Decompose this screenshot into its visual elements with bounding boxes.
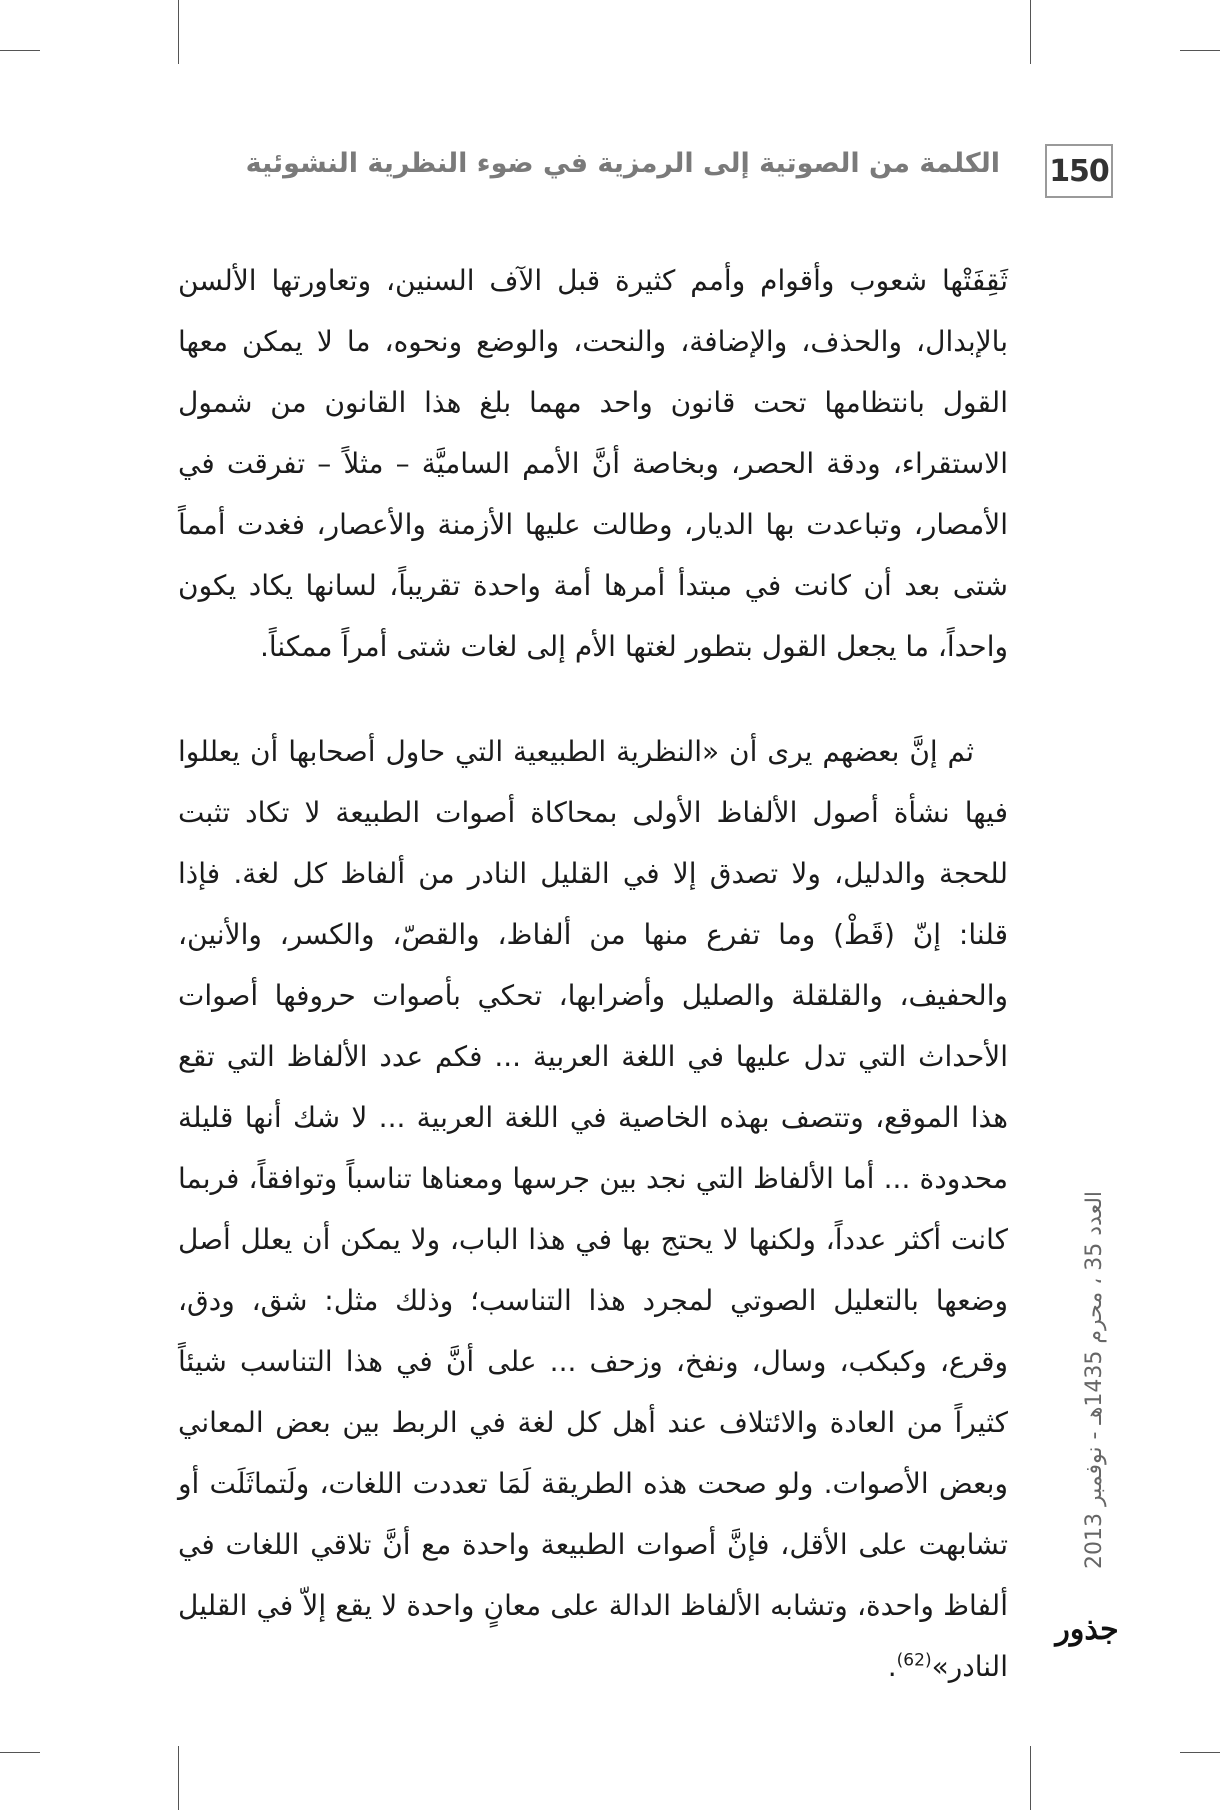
paragraph: ثَقِفَتْها شعوب وأقوام وأمم كثيرة قبل الآف السنين، وتعاورتها الألسن بالإبدال، والحذف، والإضافة، والنحت، والوضع ونحوه، ما لا يمكن معها القول بانتظامها تحت قانون واحد مهما بلغ هذا القانون من شمول الاستقراء، ودقة الحصر، وبخاصة أنَّ الأمم الساميَّة – مثلاً – تفرقت في الأمصار، وتباعدت بها الديار، وطالت عليها الأزمنة والأعصار، فغدت أمماً شتى بعد أن كانت في مبتدأ أمرها أمة واحدة تقريباً، لسانها يكاد يكون واحداً، ما يجعل القول بتطور لغتها الأم إلى لغات شتى أمراً ممكناً. [178, 264, 1008, 663]
crop-mark [0, 1752, 40, 1753]
page-number: 150 [1045, 144, 1113, 198]
crop-mark [178, 1746, 179, 1810]
crop-mark [0, 50, 40, 51]
crop-mark [1180, 50, 1220, 51]
paragraph-text: ثم إنَّ بعضهم يرى أن «النظرية الطبيعية التي حاول أصحابها أن يعللوا فيها نشأة أصول الألفاظ الأولى بمحاكاة أصوات الطبيعة لا تكاد تثبت للحجة والدليل، ولا تصدق إلا في القليل النادر من ألفاظ كل لغة. فإذا قلنا: إنّ (قَطْ) وما تفرع منها من ألفاظ، والقصّ، والكسر، والأنين، والحفيف، والقلقلة والصليل وأضرابها، تحكي بأصوات حروفها أصوات الأحداث التي تدل عليها في اللغة العربية ... فكم عدد الألفاظ التي تقع هذا الموقع، وتتصف بهذه الخاصية في اللغة العربية ... لا شك أنها قليلة محدودة ... أما الألفاظ التي نجد بين جرسها ومعناها تناسباً وتوافقاً، فربما كانت أكثر عدداً، ولكنها لا يحتج بها في هذا الباب، ولا يمكن أن يعلل أصل وضعها بالتعليل الصوتي لمجرد هذا التناسب؛ وذلك مثل: شق، ودق، وقرع، وكبكب، وسال، ونفخ، وزحف ... على أنَّ في هذا التناسب شيئاً كثيراً من العادة والائتلاف عند أهل كل لغة في الربط بين بعض المعاني وبعض الأصوات. ولو صحت هذه الطريقة لَمَا تعددت اللغات، ولَتماثَلَت أو تشابهت على الأقل، فإنَّ أصوات الطبيعة واحدة مع أنَّ تلاقي اللغات في ألفاظ واحدة، وتشابه الألفاظ الدالة على معانٍ واحدة لا يقع إلاّ في القليل النادر» [178, 735, 1008, 1683]
footnote-reference[interactable]: (62) [896, 1650, 932, 1671]
paragraph-end-punctuation: . [887, 1650, 897, 1683]
issue-info: العدد 35 ، محرم 1435هـ - نوفمبر 2013 [1082, 1190, 1107, 1570]
crop-mark [1030, 1746, 1031, 1810]
running-title: الكلمة من الصوتية إلى الرمزية في ضوء النظرية النشوئية [245, 148, 1000, 179]
crop-mark [1030, 0, 1031, 64]
article-body [178, 250, 1008, 1697]
journal-logo: جذور [1055, 1612, 1119, 1647]
paragraph [178, 721, 1008, 1697]
crop-mark [178, 0, 179, 64]
crop-mark [1180, 1752, 1220, 1753]
